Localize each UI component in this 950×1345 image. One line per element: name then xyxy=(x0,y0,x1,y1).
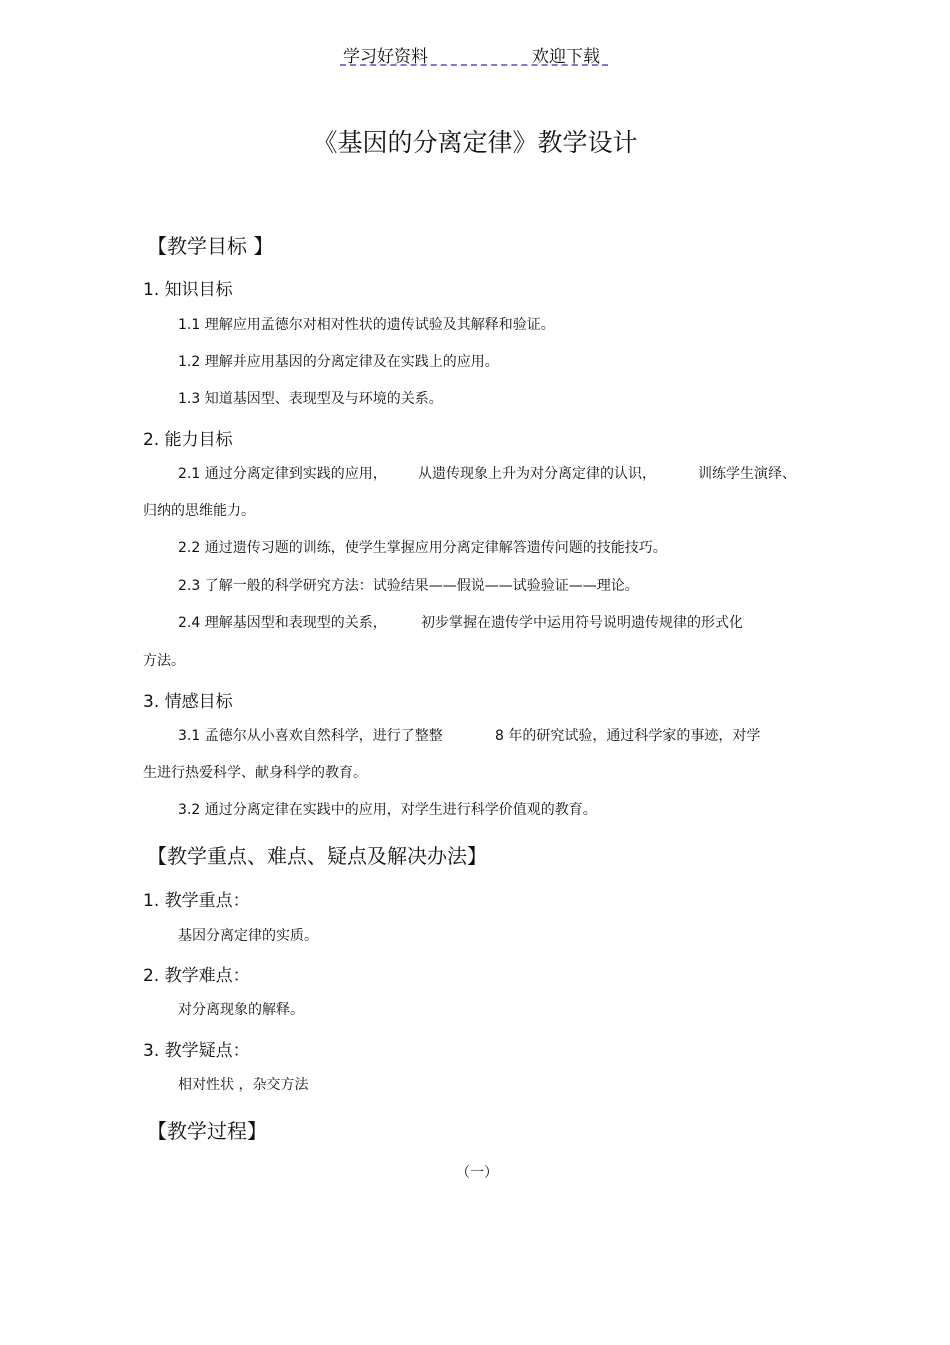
ability-item-1-part-c: 训练学生演绎、 xyxy=(698,466,796,482)
difficult-text: 对分离现象的解释。 xyxy=(178,1002,304,1018)
emotion-item-1-part-c: 生进行热爱科学、献身科学的教育。 xyxy=(143,765,367,781)
document-title: 《基因的分离定律》教学设计 xyxy=(312,128,638,157)
process-heading: 【教学过程】 xyxy=(147,1119,267,1143)
keypoints-heading: 【教学重点、难点、疑点及解决办法】 xyxy=(147,844,487,868)
header-right-text: 欢迎下载 xyxy=(532,47,600,67)
doubt-label: 3. 教学疑点： xyxy=(143,1041,250,1061)
header-left-text: 学习好资料 xyxy=(343,47,428,67)
doubt-text: 相对性状 ，杂交方法 xyxy=(178,1077,309,1093)
process-subheading: （一） xyxy=(456,1165,498,1181)
emotion-item-2: 3.2 通过分离定律在实践中的应用，对学生进行科学价值观的教育。 xyxy=(178,802,597,818)
knowledge-item: 1.3 知道基因型、表现型及与环境的关系。 xyxy=(178,391,443,407)
difficult-label: 2. 教学难点： xyxy=(143,966,250,986)
knowledge-heading: 1. 知识目标 xyxy=(143,280,233,300)
emotion-heading: 3. 情感目标 xyxy=(143,692,233,712)
ability-item-3: 2.3 了解一般的科学研究方法：试验结果——假说——试验验证——理论。 xyxy=(178,578,639,594)
ability-item-2: 2.2 通过遗传习题的训练，使学生掌握应用分离定律解答遗传问题的技能技巧。 xyxy=(178,540,667,556)
emotion-item-1-part-a: 3.1 孟德尔从小喜欢自然科学，进行了整整 xyxy=(178,728,443,744)
objectives-heading: 【教学目标 】 xyxy=(147,234,274,258)
ability-item-1-part-a: 2.1 通过分离定律到实践的应用， xyxy=(178,466,387,482)
ability-heading: 2. 能力目标 xyxy=(143,430,233,450)
ability-item-4-part-c: 方法。 xyxy=(143,653,185,669)
ability-item-4-part-a: 2.4 理解基因型和表现型的关系， xyxy=(178,615,387,631)
important-text: 基因分离定律的实质。 xyxy=(178,928,318,944)
knowledge-item: 1.2 理解并应用基因的分离定律及在实践上的应用。 xyxy=(178,354,499,370)
ability-item-1-part-d: 归纳的思维能力。 xyxy=(143,503,255,519)
emotion-item-1-part-b: 8 年的研究试验，通过科学家的事迹，对学 xyxy=(495,728,761,744)
ability-item-4-part-b: 初步掌握在遗传学中运用符号说明遗传规律的形式化 xyxy=(421,615,743,631)
knowledge-item: 1.1 理解应用孟德尔对相对性状的遗传试验及其解释和验证。 xyxy=(178,317,555,333)
header-divider xyxy=(340,64,608,66)
important-label: 1. 教学重点： xyxy=(143,891,250,911)
ability-item-1-part-b: 从遗传现象上升为对分离定律的认识， xyxy=(418,466,656,482)
